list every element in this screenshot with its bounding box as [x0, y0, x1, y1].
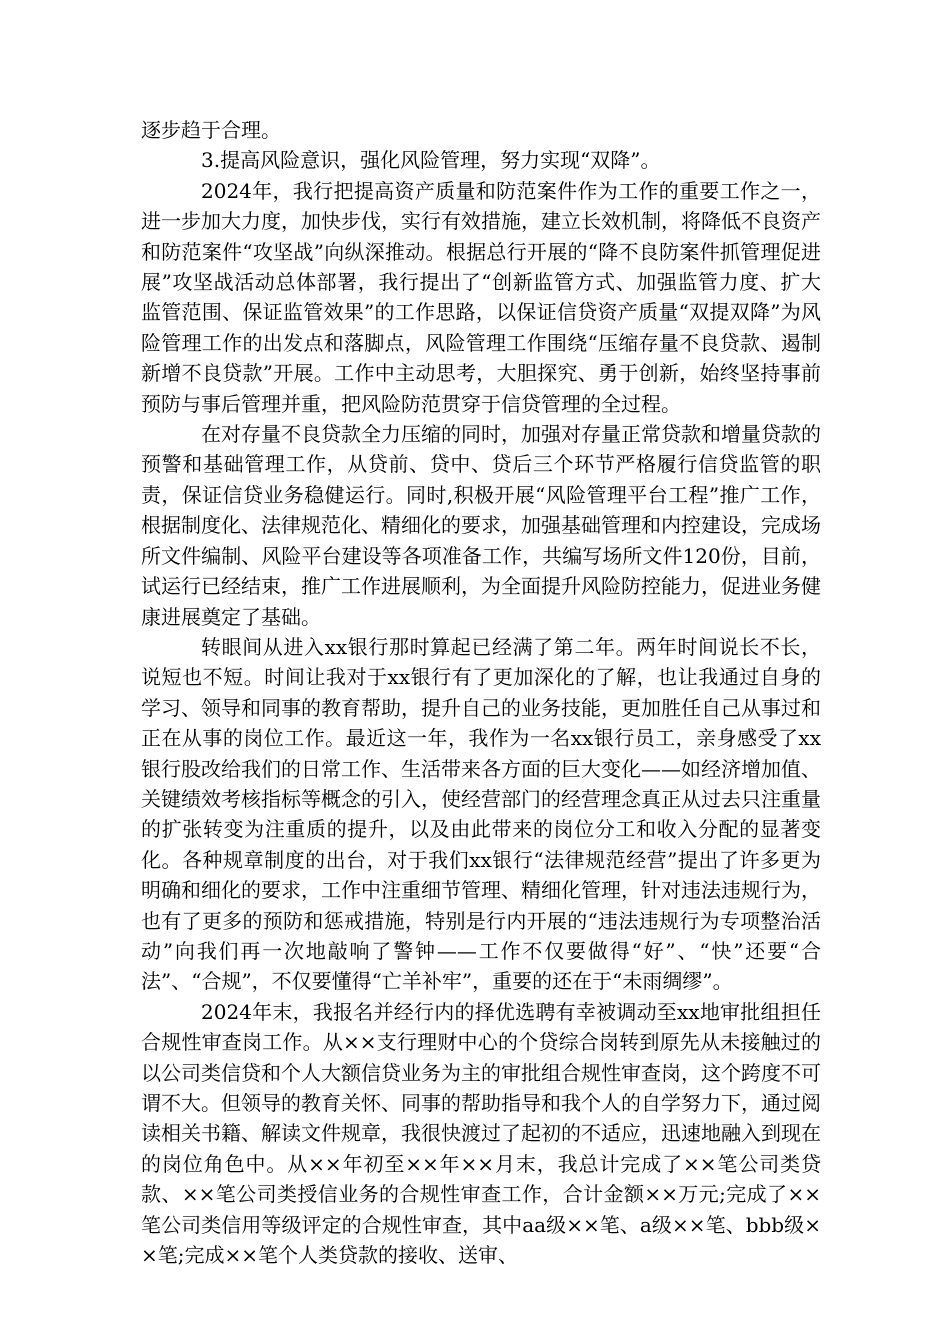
- paragraph: 2024年，我行把提高资产质量和防范案件作为工作的重要工作之一，进一步加大力度，加快步伐，实行有效措施，建立长效机制，将降低不良资产和防范案件“攻坚战”向纵深推动。根据总行开展的“降不良防案件抓管理促进展”攻坚战活动总体部署，我行提出了“创新监管方式、加强监管力度、扩大监管范围、保证监管效果”的工作思路，以保证信贷资产质量“双提双降”为风险管理工作的出发点和落脚点，风险管理工作围绕“压缩存量不良贷款、遏制新增不良贷款”开展。工作中主动思考，大胆探究、勇于创新，始终坚持事前预防与事后管理并重，把风险防范贯穿于信贷管理的全过程。: [141, 178, 821, 416]
- paragraph: 3.提高风险意识，强化风险管理，努力实现“双降”。: [201, 148, 661, 173]
- paragraph: 转眼间从进入xx银行那时算起已经满了第二年。两年时间说长不长，说短也不短。时间让我对于xx银行有了更加深化的了解，也让我通过自身的学习、领导和同事的教育帮助，提升自己的业务技能，更加胜任自己从事过和正在从事的岗位工作。最近这一年，我作为一名xx银行员工，亲身感受了xx银行股改给我们的日常工作、生活带来各方面的巨大变化——如经济增加值、关键绩效考核指标等概念的引入，使经营部门的经营理念真正从过去只注重量的扩张转变为注重质的提升，以及由此带来的岗位分工和收入分配的显著变化。各种规章制度的出台，对于我们xx银行“法律规范经营”提出了许多更为明确和细化的要求，工作中注重细节管理、精细化管理，针对违法违规行为，也有了更多的预防和惩戒措施，特别是行内开展的“违法违规行为专项整治活动”向我们再一次地敲响了警钟——工作不仅要做得“好”、“快”还要“合法”、“合规”，不仅要懂得“亡羊补牢”，重要的还在于“未雨绸缪”。: [141, 634, 821, 994]
- paragraph: 逐步趋于合理。: [141, 118, 281, 142]
- document-body: [141, 115, 821, 1270]
- paragraph: 在对存量不良贷款全力压缩的同时，加强对存量正常贷款和增量贷款的预警和基础管理工作，从贷前、贷中、贷后三个环节严格履行信贷监管的职责，保证信贷业务稳健运行。同时,积极开展“风险管理平台工程”推广工作，根据制度化、法律规范化、精细化的要求，加强基础管理和内控建设，完成场所文件编制、风险平台建设等各项准备工作，共编写场所文件120份，目前，试运行已经结束，推广工作进展顺利，为全面提升风险防控能力，促进业务健康进展奠定了基础。: [141, 422, 821, 629]
- paragraph: 2024年末，我报名并经行内的择优选聘有幸被调动至xx地审批组担任合规性审查岗工作。从××支行理财中心的个贷综合岗转到原先从未接触过的以公司类信贷和个人大额信贷业务为主的审批组合规性审查岗，这个跨度不可谓不大。但领导的教育关怀、同事的帮助指导和我个人的自学努力下，通过阅读相关书籍、解读文件规章，我很快渡过了起初的不适应，迅速地融入到现在的岗位角色中。从××年初至××年××月末，我总计完成了××笔公司类贷款、××笔公司类授信业务的合规性审查工作，合计金额××万元;完成了××笔公司类信用等级评定的合规性审查，其中aa级××笔、a级××笔、bbb级××笔;完成××笔个人类贷款的接收、送审、: [141, 999, 821, 1268]
